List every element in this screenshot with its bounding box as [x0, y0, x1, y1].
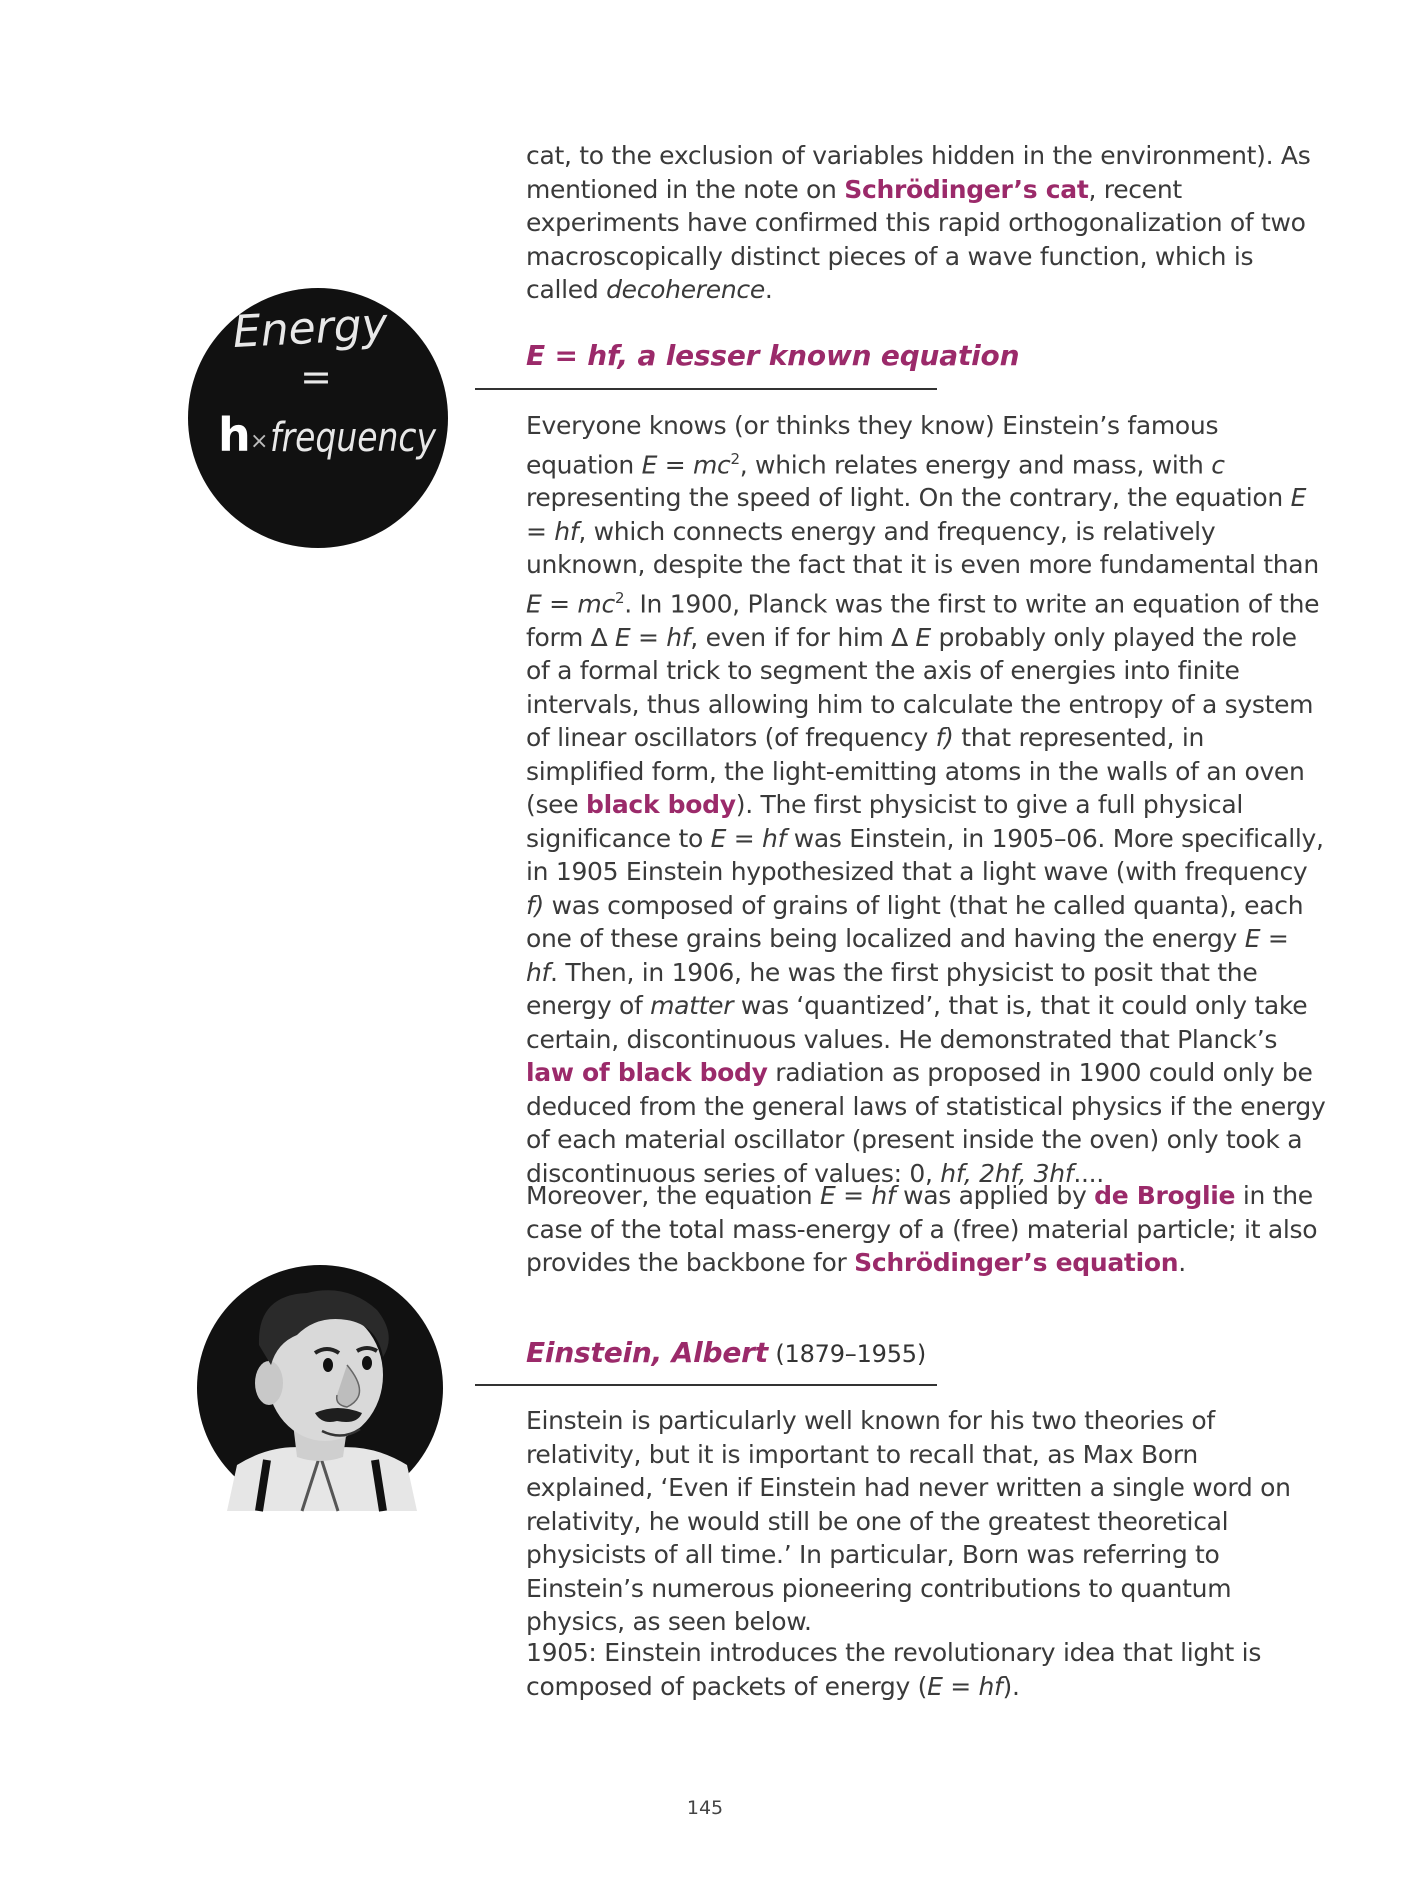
link-black-body[interactable]: black body — [586, 790, 736, 820]
badge-frequency-word: frequency — [270, 415, 438, 461]
einstein-cartoon — [197, 1265, 443, 1511]
section-heading-einstein: Einstein, Albert (1879–1955) — [526, 1336, 927, 1369]
link-law-of-black-body[interactable]: law of black body — [526, 1058, 768, 1088]
badge-times: × — [250, 429, 269, 454]
link-de-broglie[interactable]: de Broglie — [1094, 1181, 1236, 1210]
badge-energy-word: Energy — [231, 299, 389, 359]
heading-underline-ehf — [475, 388, 937, 390]
page-number: 145 — [686, 1797, 724, 1819]
debroglie-paragraph: Moreover, the equation E = hf was applied by de Broglie in the case of the total mass-energy of a (free) material particle; it also provides the backbone for Schrödinger’s equation. — [526, 1181, 1318, 1277]
link-schrodingers-equation[interactable]: Schrödinger’s equation — [854, 1248, 1179, 1277]
timeline-1905-paragraph: 1905: Einstein introduces the revolutionary idea that light is composed of packets of energy (E = hf). — [526, 1638, 1262, 1701]
heading-underline-einstein — [475, 1384, 937, 1386]
badge-h: h — [218, 408, 251, 462]
link-schrodingers-cat[interactable]: Schrödinger’s cat — [844, 174, 1089, 204]
energy-equation-badge — [188, 288, 448, 548]
einstein-portrait — [197, 1265, 443, 1511]
einstein-paragraph: Einstein is particularly well known for his two theories of relativity, but it is important to recall that, as Max Born explained, ‘Even if Einstein had never written a single word on relativity, he would still be one of the greatest theoretical physicists of all time.’ In particular, Born was referring to Einstein’s numerous pioneering contributions to quantum physics, as seen below. — [526, 1406, 1291, 1636]
intro-paragraph: cat, to the exclusion of variables hidden in the environment). As mentioned in the note on Schrödinger’s cat, recent experiments have confirmed this rapid orthogonalization of two macroscopically distinct pieces of a wave function, which is called decoherence. — [526, 141, 1311, 304]
badge-equals: = — [300, 355, 332, 399]
section-heading-ehf: E = hf, a lesser known equation — [526, 339, 1020, 372]
energy-badge-chalk — [188, 288, 448, 548]
ehf-paragraph: Everyone knows (or thinks they know) Einstein’s famous equation $E = mc^2$, which relates energy and mass, with c representing the speed of light. On the contrary, the equation E = hf, which connects energy and frequency, is relatively unknown, despite the fact that it is even more fundamental than $E = mc^2$. In 1900, Planck was the first to write an equation of the form ∆ E = hf, even if for him ∆ E probably only played the role of a formal trick to segment the axis of energies into finite intervals, thus allowing him to calculate the entropy of a system of linear oscillators (of frequency f) that represented, in simplified form, the light-emitting atoms in the walls of an oven (see black body). The first physicist to give a full physical significance to E = hf was Einstein, in 1905–06. More specifically, in 1905 Einstein hypothesized that a light wave (with frequency f) was composed of grains of light (that he called quanta), each one of these grains being localized and having the energy E = hf. Then, in 1906, he was the first physicist to posit that the energy of matter was ‘quantized’, that is, that it could only take certain, discontinuous values. He demonstrated that Planck’s law of black body radiation as proposed in 1900 could only be deduced from the general laws of statistical physics if the energy of each material oscillator (present inside the oven) only took a discontinuous series of values: 0, hf, 2hf, 3hf.... — [526, 411, 1326, 1188]
